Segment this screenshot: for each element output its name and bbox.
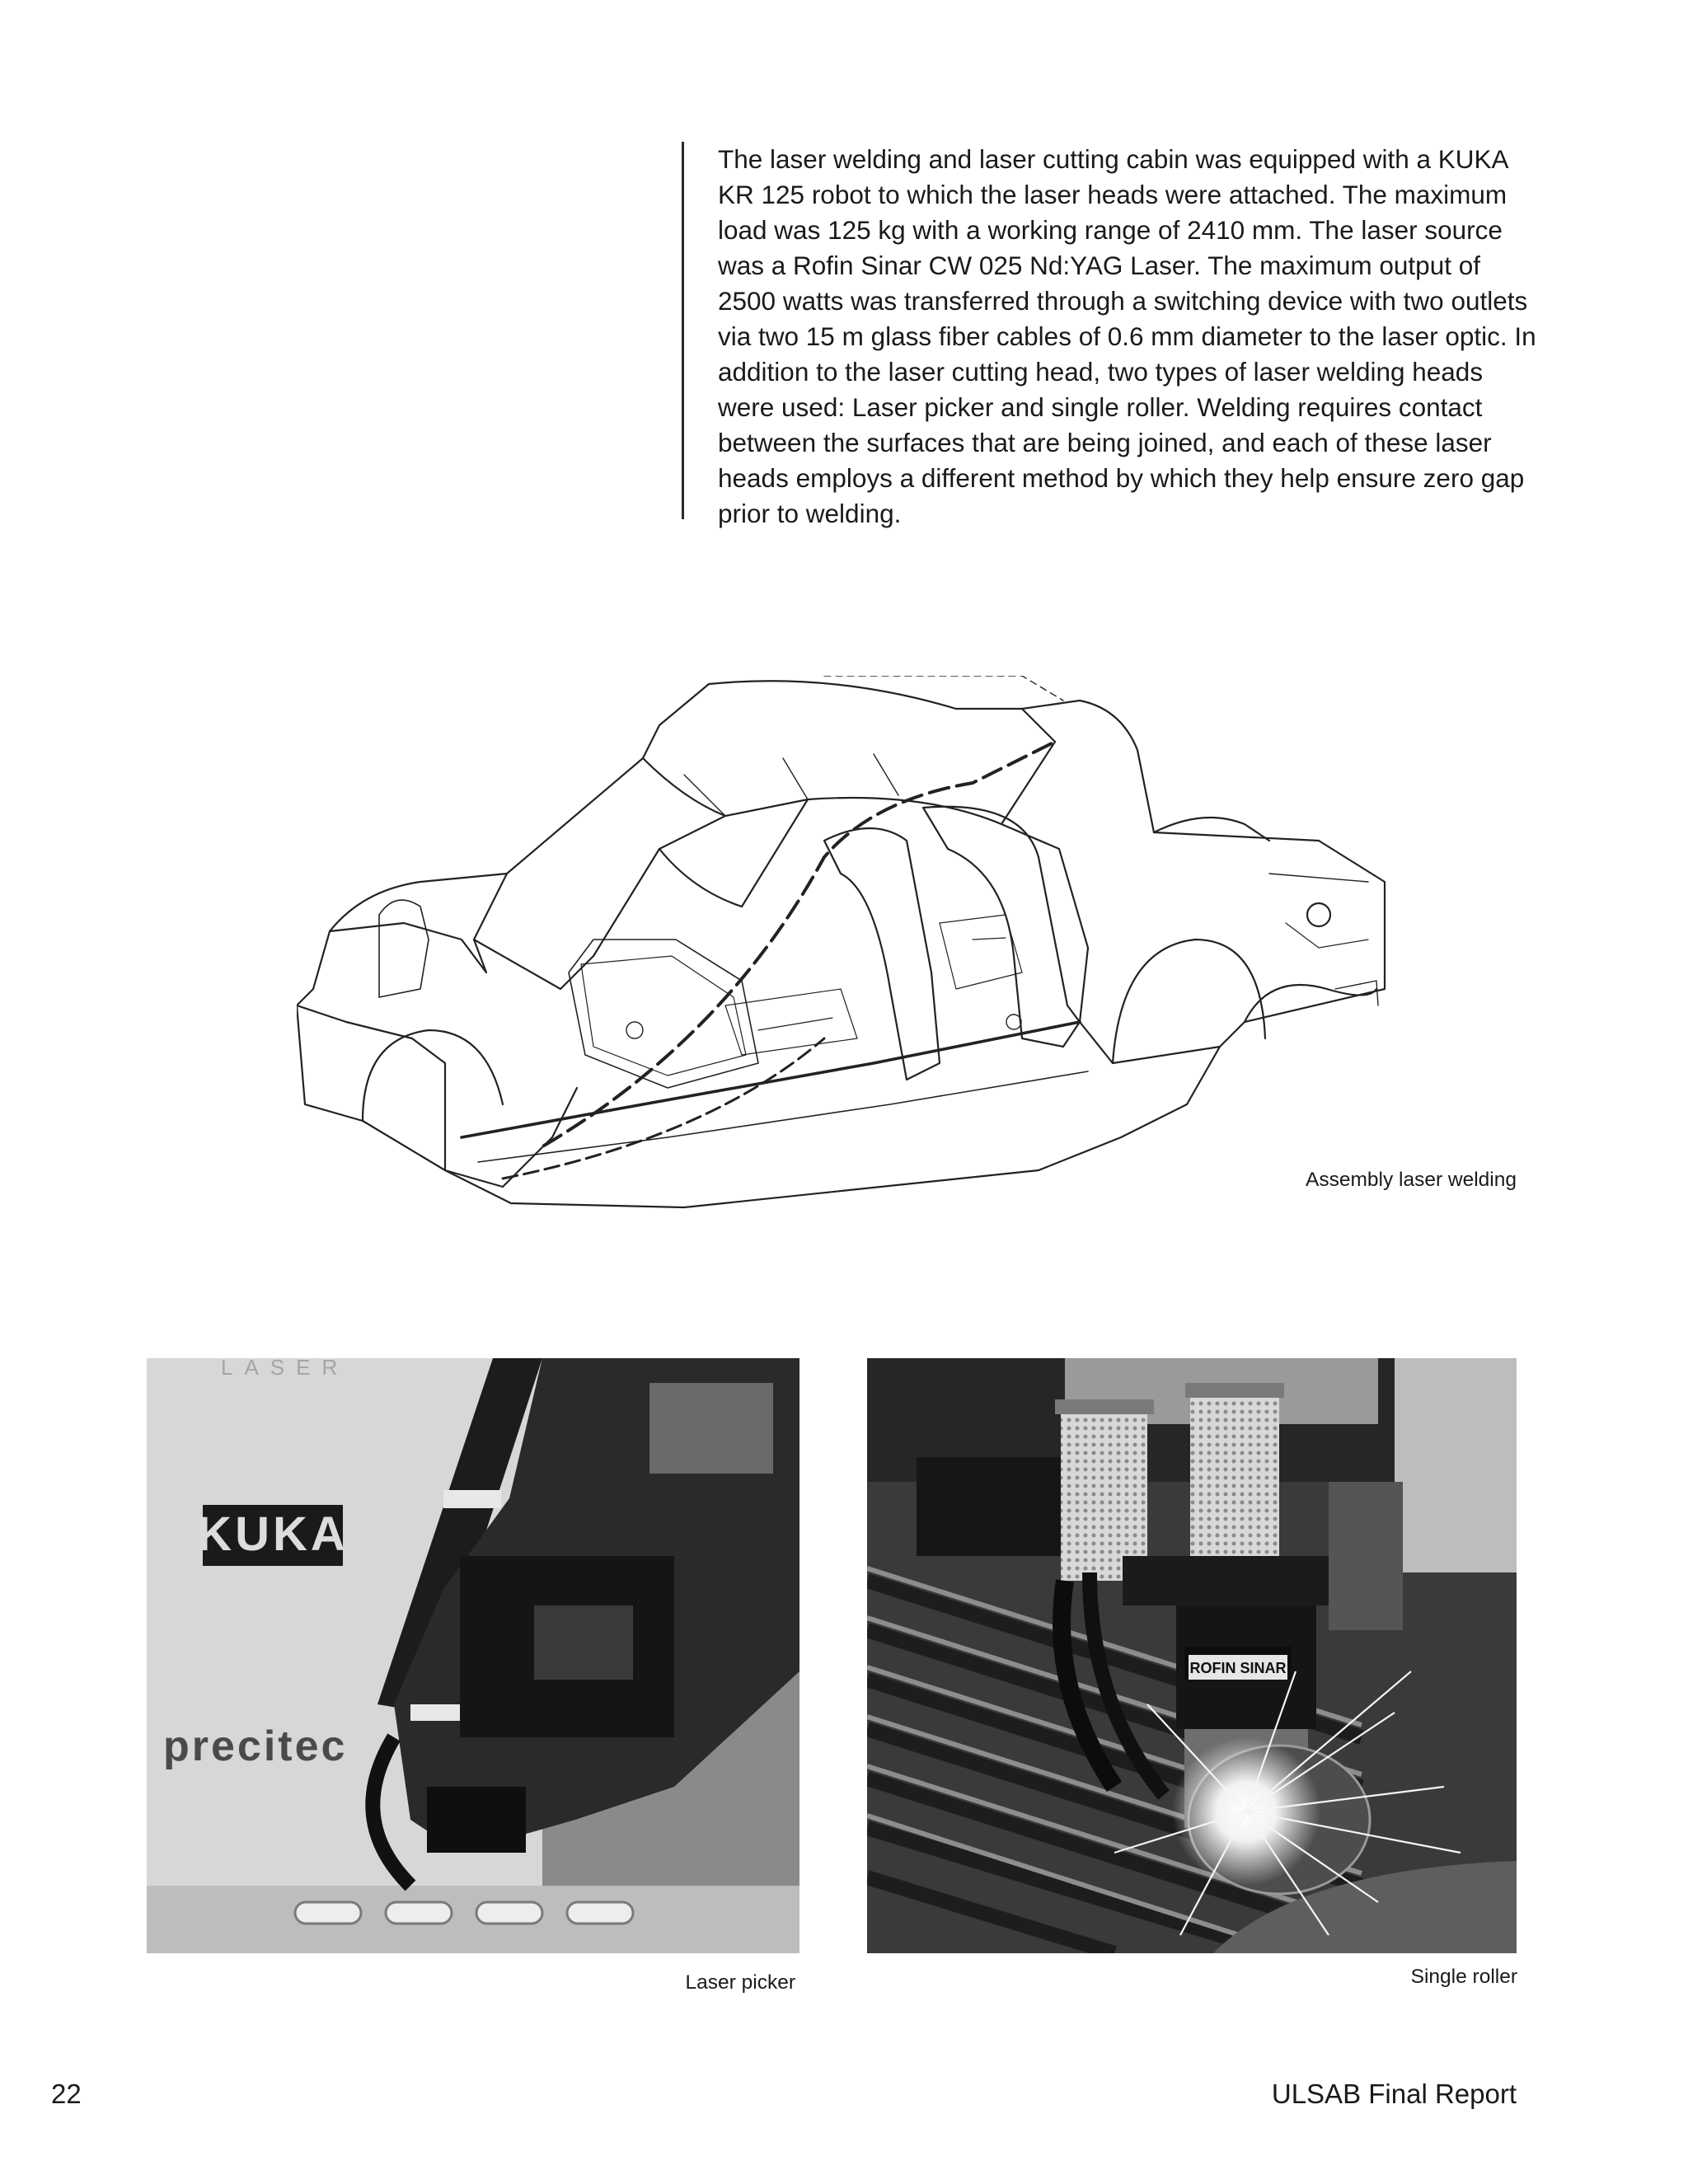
photo-laser-picker xyxy=(147,1358,799,1953)
car-body-drawing xyxy=(297,676,1393,1220)
kuka-logo xyxy=(197,1505,349,1566)
caption-laser-picker: Laser picker xyxy=(685,1971,795,1994)
caption-assembly: Assembly laser welding xyxy=(1306,1169,1517,1191)
photo-single-roller xyxy=(867,1358,1517,1953)
rofin-sinar-label: ROFIN SINAR xyxy=(1189,1660,1287,1676)
report-title: ULSAB Final Report xyxy=(1271,2079,1517,2109)
svg-text:KUKA: KUKA xyxy=(197,1507,349,1561)
precitec-label: precitec xyxy=(163,1722,348,1770)
margin-rule xyxy=(682,142,684,519)
body-paragraph: The laser welding and laser cutting cabin was equipped with a KUKA KR 125 robot to which the laser heads were attached. The maximum load was 125 kg with a working range of 2410 mm. The laser source was a Rofin Sinar CW 025 Nd:YAG Laser. The maximum output of 2500 watts was transferred through a switching device with two outlets via two 15 m glass fiber cables of 0.6 mm diameter to the laser optic. In addition to the laser cutting head, two types of laser welding heads were used: Laser picker and single roller. Welding requires contact between the surfaces that are being joined, and each of these laser heads employs a different method by which they help ensure zero gap prior to welding. xyxy=(718,144,1536,528)
laser-label: LASER xyxy=(221,1358,349,1380)
page-number: 22 xyxy=(51,2079,82,2109)
caption-single-roller: Single roller xyxy=(1410,1966,1517,1988)
